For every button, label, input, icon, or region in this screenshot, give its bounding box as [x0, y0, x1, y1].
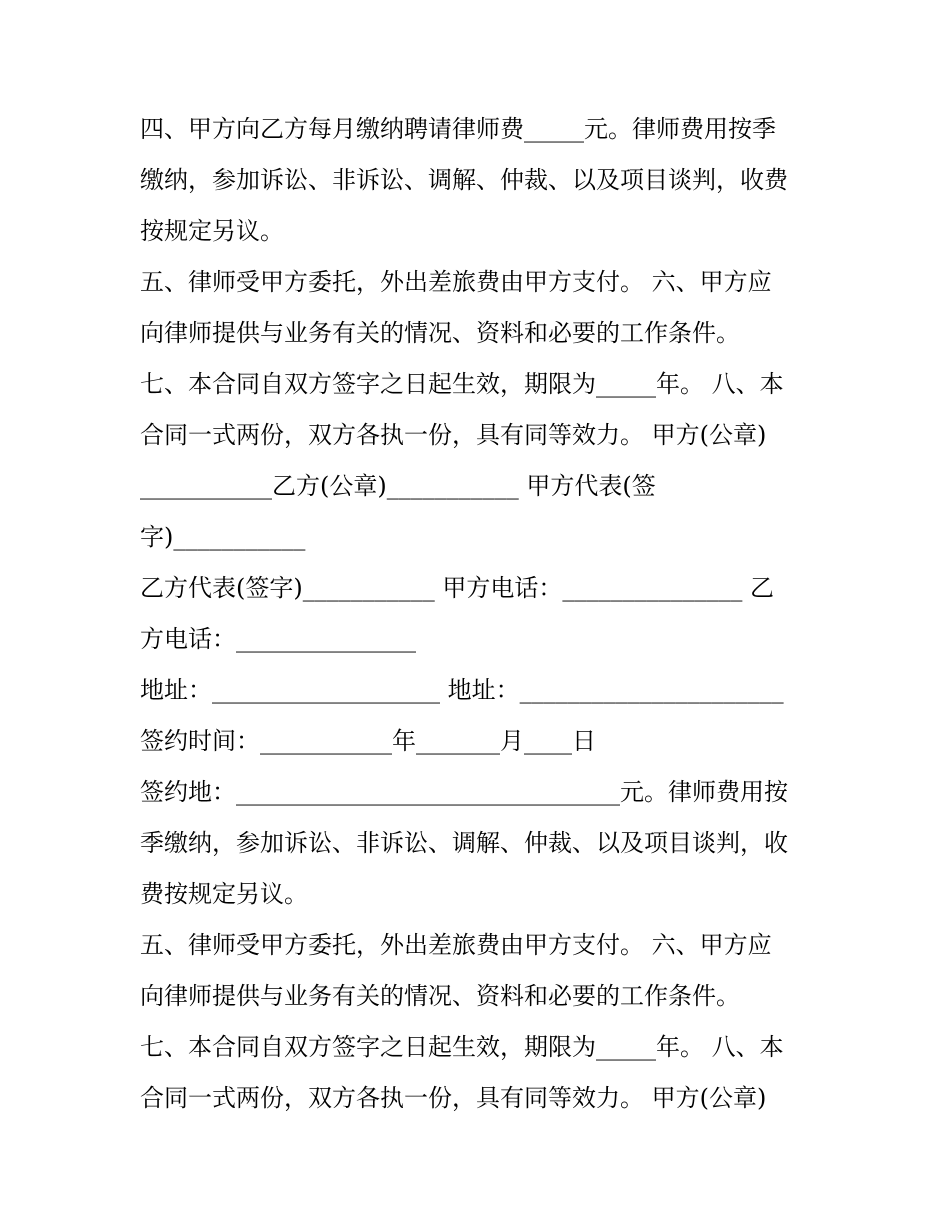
text-line: 费按规定另议。 [140, 880, 308, 908]
text-line: 季缴纳，参加诉讼、非诉讼、调解、仲裁、以及项目谈判，收 [140, 829, 788, 857]
text-line: 签约时间：___________年_______月____日 [140, 727, 596, 755]
text-line: 地址：___________________ 地址：______________________ [140, 676, 784, 704]
text-line: 缴纳，参加诉讼、非诉讼、调解、仲裁、以及项目谈判，收费 [140, 166, 788, 194]
text-line: 字)___________ [140, 523, 306, 551]
text-line: 签约地：________________________________元。律师费用按 [140, 778, 788, 806]
text-line: 四、甲方向乙方每月缴纳聘请律师费_____元。律师费用按季 [140, 115, 776, 143]
text-line: 五、律师受甲方委托，外出差旅费由甲方支付。 六、甲方应 [140, 268, 772, 296]
text-line: 五、律师受甲方委托，外出差旅费由甲方支付。 六、甲方应 [140, 931, 772, 959]
text-line: 七、本合同自双方签字之日起生效，期限为_____年。 八、本 [140, 370, 784, 398]
text-line: 向律师提供与业务有关的情况、资料和必要的工作条件。 [140, 319, 740, 347]
text-line: ___________乙方(公章)___________ 甲方代表(签 [140, 472, 656, 500]
text-line: 合同一式两份，双方各执一份，具有同等效力。 甲方(公章) [140, 421, 767, 449]
text-line: 乙方代表(签字)___________ 甲方电话：_______________ 乙 [140, 574, 774, 602]
text-line: 合同一式两份，双方各执一份，具有同等效力。 甲方(公章) [140, 1084, 767, 1112]
text-line: 按规定另议。 [140, 217, 284, 245]
text-line: 向律师提供与业务有关的情况、资料和必要的工作条件。 [140, 982, 740, 1010]
text-line: 七、本合同自双方签字之日起生效，期限为_____年。 八、本 [140, 1033, 784, 1061]
text-line: 方电话：_______________ [140, 625, 416, 653]
